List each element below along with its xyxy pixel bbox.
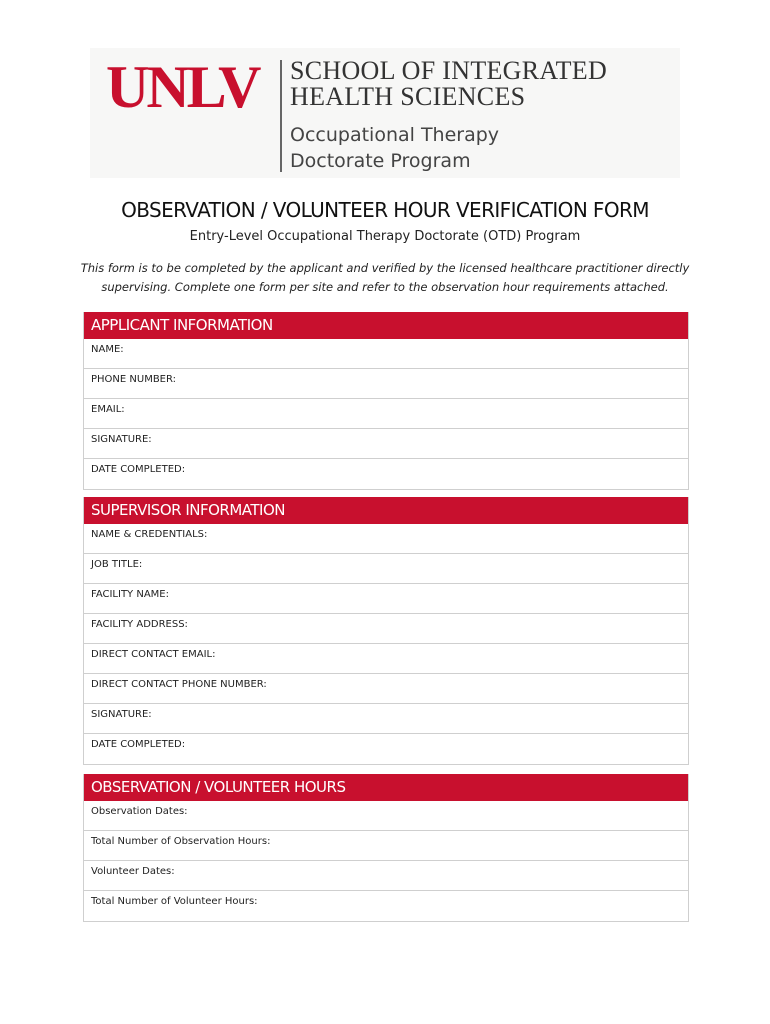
supervisor-phone-field[interactable]: DIRECT CONTACT PHONE NUMBER:	[84, 674, 688, 704]
applicant-date-field[interactable]: DATE COMPLETED:	[84, 459, 688, 490]
logo-wordmark: UNLV	[106, 54, 259, 120]
applicant-name-field[interactable]: NAME:	[84, 339, 688, 369]
logo	[90, 48, 680, 178]
form-title: OBSERVATION / VOLUNTEER HOUR VERIFICATION FORM	[121, 198, 649, 222]
logo-school-name	[290, 58, 607, 110]
hours-section-header: OBSERVATION / VOLUNTEER HOURS	[84, 774, 688, 801]
supervisor-email-field[interactable]: DIRECT CONTACT EMAIL:	[84, 644, 688, 674]
logo-program-line1: Occupational Therapy	[290, 124, 500, 146]
supervisor-job-title-field[interactable]: JOB TITLE:	[84, 554, 688, 584]
form-instructions: This form is to be completed by the applicant and verified by the licensed healthcare practitioner directly supervising. Complete one form per site and refer to the observation hour requirements attached.	[80, 261, 690, 294]
volunteer-dates-field[interactable]: Volunteer Dates:	[84, 861, 688, 891]
supervisor-facility-address-field[interactable]: FACILITY ADDRESS:	[84, 614, 688, 644]
supervisor-signature-field[interactable]: SIGNATURE:	[84, 704, 688, 734]
supervisor-section	[83, 497, 689, 765]
logo-divider	[280, 60, 282, 172]
supervisor-name-field[interactable]: NAME & CREDENTIALS:	[84, 524, 688, 554]
supervisor-date-field[interactable]: DATE COMPLETED:	[84, 734, 688, 765]
logo-school-line1: SCHOOL OF INTEGRATED	[290, 56, 608, 85]
observation-dates-field[interactable]: Observation Dates:	[84, 801, 688, 831]
form-subtitle: Entry-Level Occupational Therapy Doctorate (OTD) Program	[189, 229, 581, 244]
applicant-section-header: APPLICANT INFORMATION	[84, 312, 688, 339]
applicant-section	[83, 312, 689, 490]
applicant-phone-field[interactable]: PHONE NUMBER:	[84, 369, 688, 399]
logo-program-line2: Doctorate Program	[290, 150, 471, 172]
logo-school-line2: HEALTH SCIENCES	[290, 82, 526, 111]
supervisor-section-header: SUPERVISOR INFORMATION	[84, 497, 688, 524]
volunteer-hours-field[interactable]: Total Number of Volunteer Hours:	[84, 891, 688, 922]
logo-program-name	[290, 122, 499, 174]
supervisor-facility-name-field[interactable]: FACILITY NAME:	[84, 584, 688, 614]
applicant-email-field[interactable]: EMAIL:	[84, 399, 688, 429]
hours-section	[83, 774, 689, 922]
applicant-signature-field[interactable]: SIGNATURE:	[84, 429, 688, 459]
observation-hours-field[interactable]: Total Number of Observation Hours:	[84, 831, 688, 861]
